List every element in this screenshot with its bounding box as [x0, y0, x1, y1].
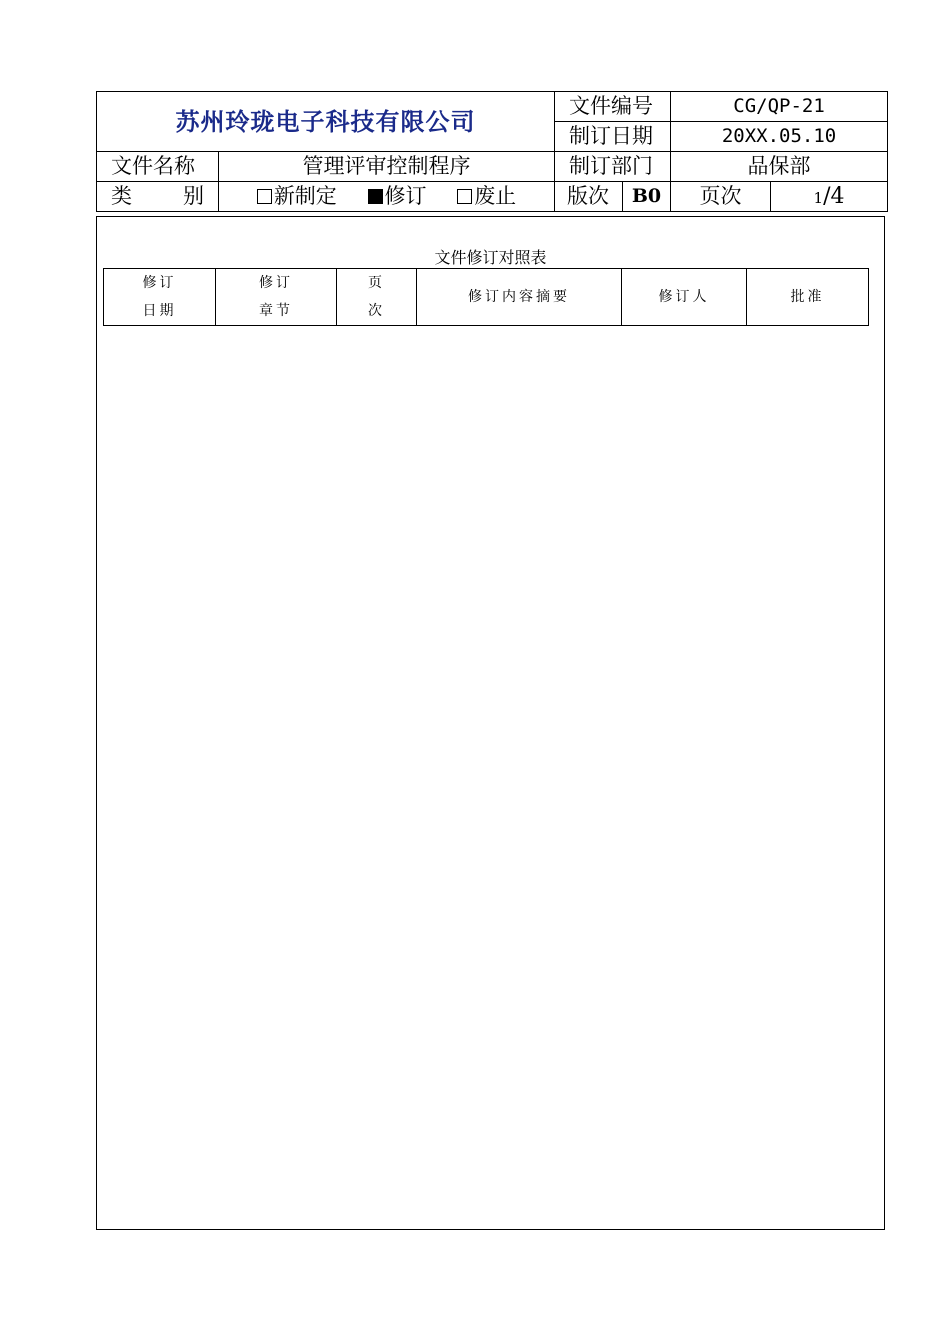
revision-date-value: 20XX.05.10: [671, 122, 888, 152]
content-frame: [96, 216, 885, 1230]
doc-number-value: CG/QP-21: [671, 92, 888, 122]
category-label: [97, 182, 219, 212]
department-value: 品保部: [671, 152, 888, 182]
col-revision-date: 修订 日期: [104, 269, 216, 326]
document-header: [96, 91, 888, 212]
col-revision-section: 修订 章节: [216, 269, 337, 326]
col-page: 页 次: [337, 269, 417, 326]
option-abolish-label: 废止: [474, 184, 517, 208]
page-number: [771, 182, 888, 212]
col-revision-summary: 修订内容摘要: [417, 269, 622, 326]
department-label: 制订部门: [555, 152, 671, 182]
revision-table: [103, 268, 869, 326]
doc-number-label: 文件编号: [555, 92, 671, 122]
checkbox-checked-icon: [368, 189, 383, 204]
page-current: 1: [813, 188, 824, 207]
doc-name-label: 文件名称: [97, 152, 219, 182]
company-name: 苏州玲珑电子科技有限公司: [97, 92, 555, 152]
version-value: B0: [623, 182, 671, 212]
col-reviser: 修订人: [622, 269, 747, 326]
option-revise-label: 修订: [384, 184, 427, 208]
checkbox-icon: [457, 189, 472, 204]
checkbox-icon: [257, 189, 272, 204]
option-new[interactable]: [257, 184, 337, 208]
revision-table-title: 文件修订对照表: [434, 248, 547, 267]
category-label-part-2: 别: [183, 184, 204, 208]
page-total: /4: [823, 183, 845, 209]
doc-name-value: 管理评审控制程序: [219, 152, 555, 182]
option-revise[interactable]: [368, 184, 427, 208]
revision-table-header-row: [104, 269, 869, 326]
col-approval: 批准: [747, 269, 869, 326]
option-abolish[interactable]: [457, 184, 516, 208]
revision-date-label: 制订日期: [555, 122, 671, 152]
category-options: [219, 182, 555, 212]
page-label: 页次: [671, 182, 771, 212]
category-label-part-1: 类: [111, 184, 132, 208]
option-new-label: 新制定: [273, 184, 337, 208]
version-label: 版次: [555, 182, 623, 212]
